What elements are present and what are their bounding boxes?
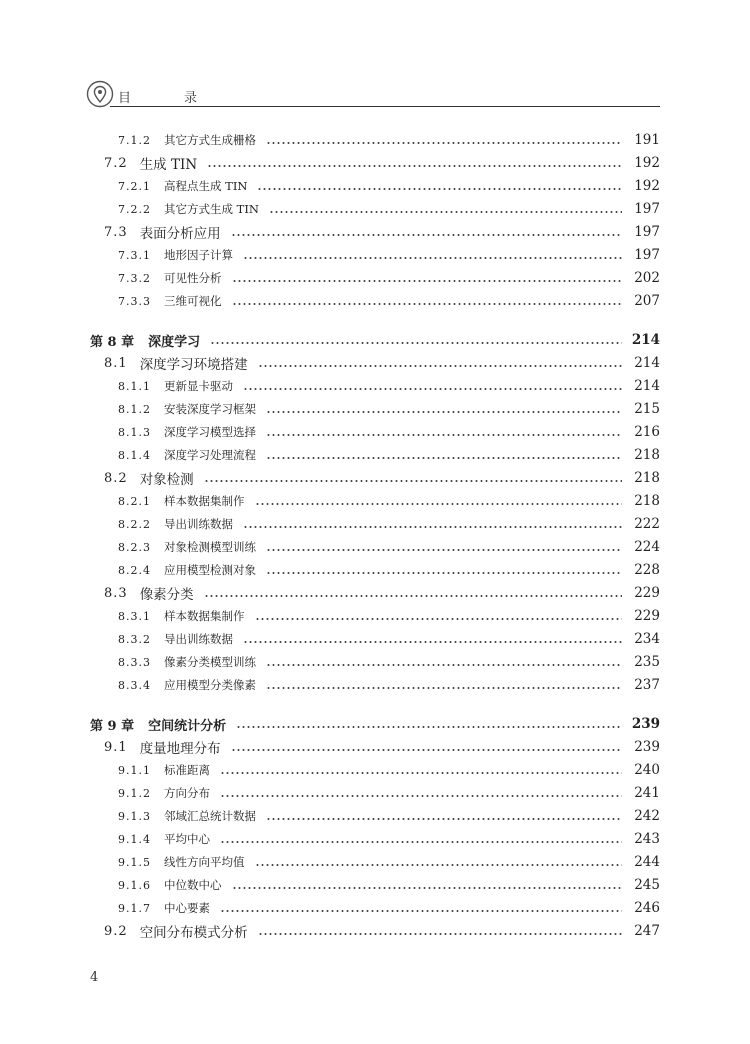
toc-entry — [0, 399, 750, 419]
toc-entry-title: 像素分类模型训练 — [164, 655, 256, 669]
toc-entry — [0, 130, 750, 150]
toc-entry-page: 243 — [634, 831, 660, 847]
toc-entry-page: 241 — [634, 785, 660, 801]
dot-leader — [258, 353, 622, 373]
toc-entry-number: 7.3.1 — [118, 248, 151, 262]
toc-entry — [0, 222, 750, 242]
toc-entry — [0, 176, 750, 196]
dot-leader — [266, 422, 622, 442]
toc-entry-page: 239 — [634, 739, 660, 755]
toc-entry-title: 对象检测模型训练 — [164, 540, 256, 554]
toc-entry — [0, 714, 750, 734]
toc-entry-number: 8.1 — [104, 355, 128, 371]
dot-leader — [255, 491, 623, 511]
toc-entry-page: 197 — [634, 201, 660, 217]
dot-leader — [255, 852, 623, 872]
dot-leader — [204, 583, 622, 603]
toc-entry — [0, 422, 750, 442]
toc-entry-title: 其它方式生成 TIN — [164, 202, 259, 216]
toc-entry-number: 8.2 — [104, 470, 128, 486]
toc-entry — [0, 675, 750, 695]
toc-entry-title: 样本数据集制作 — [164, 609, 245, 623]
toc-entry — [0, 330, 750, 350]
toc-entry-title: 深度学习模型选择 — [164, 425, 256, 439]
toc-entry-title: 中心要素 — [164, 901, 210, 915]
toc-entry-number: 8.2.4 — [118, 563, 151, 577]
toc-entry-page: 214 — [631, 332, 660, 348]
toc-entry-page: 215 — [634, 401, 660, 417]
toc-entry-page: 245 — [634, 877, 660, 893]
toc-entry-number: 8.3.2 — [118, 632, 151, 646]
toc-entry-number: 9.1.5 — [118, 855, 151, 869]
dot-leader — [266, 399, 622, 419]
toc-entry-number: 9.1.1 — [118, 763, 151, 777]
toc-entry-title: 样本数据集制作 — [164, 494, 245, 508]
toc-entry-number: 9.2 — [104, 923, 128, 939]
toc-entry-number: 8.1.3 — [118, 425, 151, 439]
dot-leader — [231, 737, 622, 757]
toc-entry — [0, 875, 750, 895]
toc-entry-title: 中位数中心 — [164, 878, 222, 892]
page-number: 4 — [90, 970, 99, 985]
toc-entry-title: 对象检测 — [139, 472, 194, 488]
toc-entry-title: 深度学习环境搭建 — [139, 357, 248, 373]
toc-entry-number: 9.1.4 — [118, 832, 151, 846]
toc-entry-title: 导出训练数据 — [164, 632, 233, 646]
dot-leader — [257, 176, 622, 196]
toc-entry-page: 239 — [631, 716, 660, 732]
toc-entry-page: 222 — [634, 516, 660, 532]
toc-entry-title: 度量地理分布 — [139, 741, 221, 757]
dot-leader — [232, 268, 623, 288]
toc-entry-page: 207 — [634, 293, 660, 309]
toc-entry-title: 安装深度学习框架 — [164, 402, 256, 416]
toc-entry-number: 8.2.3 — [118, 540, 151, 554]
toc-entry-title: 空间统计分析 — [148, 718, 227, 734]
toc-entry-number: 7.2 — [104, 155, 128, 171]
toc-entry-page: 216 — [634, 424, 660, 440]
toc-entry — [0, 806, 750, 826]
dot-leader — [266, 675, 622, 695]
dot-leader — [232, 291, 623, 311]
toc-entry — [0, 537, 750, 557]
toc-entry-page: 229 — [634, 608, 660, 624]
dot-leader — [266, 806, 622, 826]
toc-entry-number: 8.3 — [104, 585, 128, 601]
dot-leader — [266, 652, 622, 672]
header-title: 目 录 — [118, 91, 218, 106]
toc-entry-number: 9.1 — [104, 739, 128, 755]
dot-leader — [236, 714, 622, 734]
toc-entry-title: 导出训练数据 — [164, 517, 233, 531]
toc-entry-title: 标准距离 — [164, 763, 210, 777]
toc-entry-title: 地形因子计算 — [164, 248, 233, 262]
dot-leader — [220, 783, 622, 803]
toc-entry-number: 7.1.2 — [118, 133, 151, 147]
toc-entry-number: 8.3.3 — [118, 655, 151, 669]
toc-entry — [0, 898, 750, 918]
toc-entry-number: 7.2.2 — [118, 202, 151, 216]
toc-entry-number: 第 9 章 — [90, 718, 135, 734]
toc-entry-title: 方向分布 — [164, 786, 210, 800]
dot-leader — [232, 875, 623, 895]
toc-entry — [0, 268, 750, 288]
toc-entry-page: 202 — [634, 270, 660, 286]
toc-entry-title: 可见性分析 — [164, 271, 222, 285]
toc-entry — [0, 514, 750, 534]
toc-entry-page: 247 — [634, 923, 660, 939]
dot-leader — [231, 222, 622, 242]
dot-leader — [269, 199, 622, 219]
toc-entry — [0, 760, 750, 780]
toc-entry-page: 224 — [634, 539, 660, 555]
toc-entry-title: 应用模型检测对象 — [164, 563, 256, 577]
location-pin-icon — [86, 80, 114, 108]
toc-entry-title: 生成 TIN — [139, 157, 198, 173]
toc-entry — [0, 583, 750, 603]
toc-entry-number: 9.1.6 — [118, 878, 151, 892]
toc-entry-page: 235 — [634, 654, 660, 670]
toc-entry — [0, 629, 750, 649]
toc-entry-number: 8.1.4 — [118, 448, 151, 462]
toc-entry — [0, 353, 750, 373]
toc-entry-title: 线性方向平均值 — [164, 855, 245, 869]
toc-entry-page: 218 — [634, 447, 660, 463]
toc-entry — [0, 737, 750, 757]
toc-entry-number: 7.3.3 — [118, 294, 151, 308]
toc-entry-number: 8.1.1 — [118, 379, 151, 393]
toc-entry — [0, 829, 750, 849]
dot-leader — [220, 829, 622, 849]
toc-entry-title: 三维可视化 — [164, 294, 222, 308]
toc-entry-page: 246 — [634, 900, 660, 916]
toc-entry — [0, 560, 750, 580]
toc-entry-page: 237 — [634, 677, 660, 693]
dot-leader — [243, 376, 622, 396]
toc-entry-number: 9.1.7 — [118, 901, 151, 915]
toc-entry-page: 229 — [634, 585, 660, 601]
dot-leader — [207, 153, 622, 173]
toc-entry-number: 7.2.1 — [118, 179, 151, 193]
toc-entry — [0, 921, 750, 941]
toc-entry-title: 应用模型分类像素 — [164, 678, 256, 692]
toc-entry-page: 240 — [634, 762, 660, 778]
toc-entry-page: 228 — [634, 562, 660, 578]
toc-entry-title: 平均中心 — [164, 832, 210, 846]
dot-leader — [210, 330, 622, 350]
toc-entry-number: 第 8 章 — [90, 334, 135, 350]
toc-entry-title: 其它方式生成栅格 — [164, 133, 256, 147]
toc-entry-number: 7.3.2 — [118, 271, 151, 285]
toc-entry-page: 192 — [634, 178, 660, 194]
toc-entry — [0, 783, 750, 803]
toc-entry — [0, 199, 750, 219]
toc-entry-number: 7.3 — [104, 224, 128, 240]
toc-entry-page: 234 — [634, 631, 660, 647]
header-rule — [110, 106, 660, 107]
toc-entry-number: 8.3.4 — [118, 678, 151, 692]
dot-leader — [204, 468, 622, 488]
page-header — [86, 78, 660, 110]
dot-leader — [220, 760, 622, 780]
toc-entry — [0, 468, 750, 488]
dot-leader — [266, 445, 622, 465]
toc-entry — [0, 291, 750, 311]
toc-entry-number: 8.1.2 — [118, 402, 151, 416]
toc-entry-page: 218 — [634, 470, 660, 486]
toc-entry-number: 8.3.1 — [118, 609, 151, 623]
toc-entry-title: 高程点生成 TIN — [164, 179, 248, 193]
toc-entry-number: 9.1.2 — [118, 786, 151, 800]
toc-entry — [0, 491, 750, 511]
toc-entry-number: 8.2.2 — [118, 517, 151, 531]
toc-entry-title: 邻域汇总统计数据 — [164, 809, 256, 823]
dot-leader — [243, 514, 622, 534]
dot-leader — [255, 606, 623, 626]
toc-entry — [0, 606, 750, 626]
toc-entry-page: 244 — [634, 854, 660, 870]
toc-entry-page: 214 — [634, 355, 660, 371]
toc-entry-page: 218 — [634, 493, 660, 509]
toc-entry — [0, 153, 750, 173]
toc-entry-title: 深度学习处理流程 — [164, 448, 256, 462]
dot-leader — [266, 537, 622, 557]
toc-entry-page: 214 — [634, 378, 660, 394]
toc-entry-number: 8.2.1 — [118, 494, 151, 508]
toc-entry-page: 191 — [634, 132, 660, 148]
dot-leader — [266, 130, 622, 150]
toc-entry-title: 更新显卡驱动 — [164, 379, 233, 393]
toc-entry — [0, 852, 750, 872]
toc-entry-page: 197 — [634, 224, 660, 240]
toc-entry-page: 197 — [634, 247, 660, 263]
toc-entry-title: 表面分析应用 — [139, 226, 221, 242]
toc-entry-page: 242 — [634, 808, 660, 824]
dot-leader — [243, 245, 622, 265]
toc-entry — [0, 245, 750, 265]
dot-leader — [258, 921, 622, 941]
dot-leader — [243, 629, 622, 649]
toc-entry — [0, 445, 750, 465]
dot-leader — [266, 560, 622, 580]
toc-entry — [0, 652, 750, 672]
dot-leader — [220, 898, 622, 918]
toc-entry-title: 像素分类 — [139, 587, 194, 603]
toc-entry — [0, 376, 750, 396]
toc-entry-page: 192 — [634, 155, 660, 171]
toc-entry-number: 9.1.3 — [118, 809, 151, 823]
toc-entry-title: 深度学习 — [148, 334, 201, 350]
toc-entry-title: 空间分布模式分析 — [139, 925, 248, 941]
